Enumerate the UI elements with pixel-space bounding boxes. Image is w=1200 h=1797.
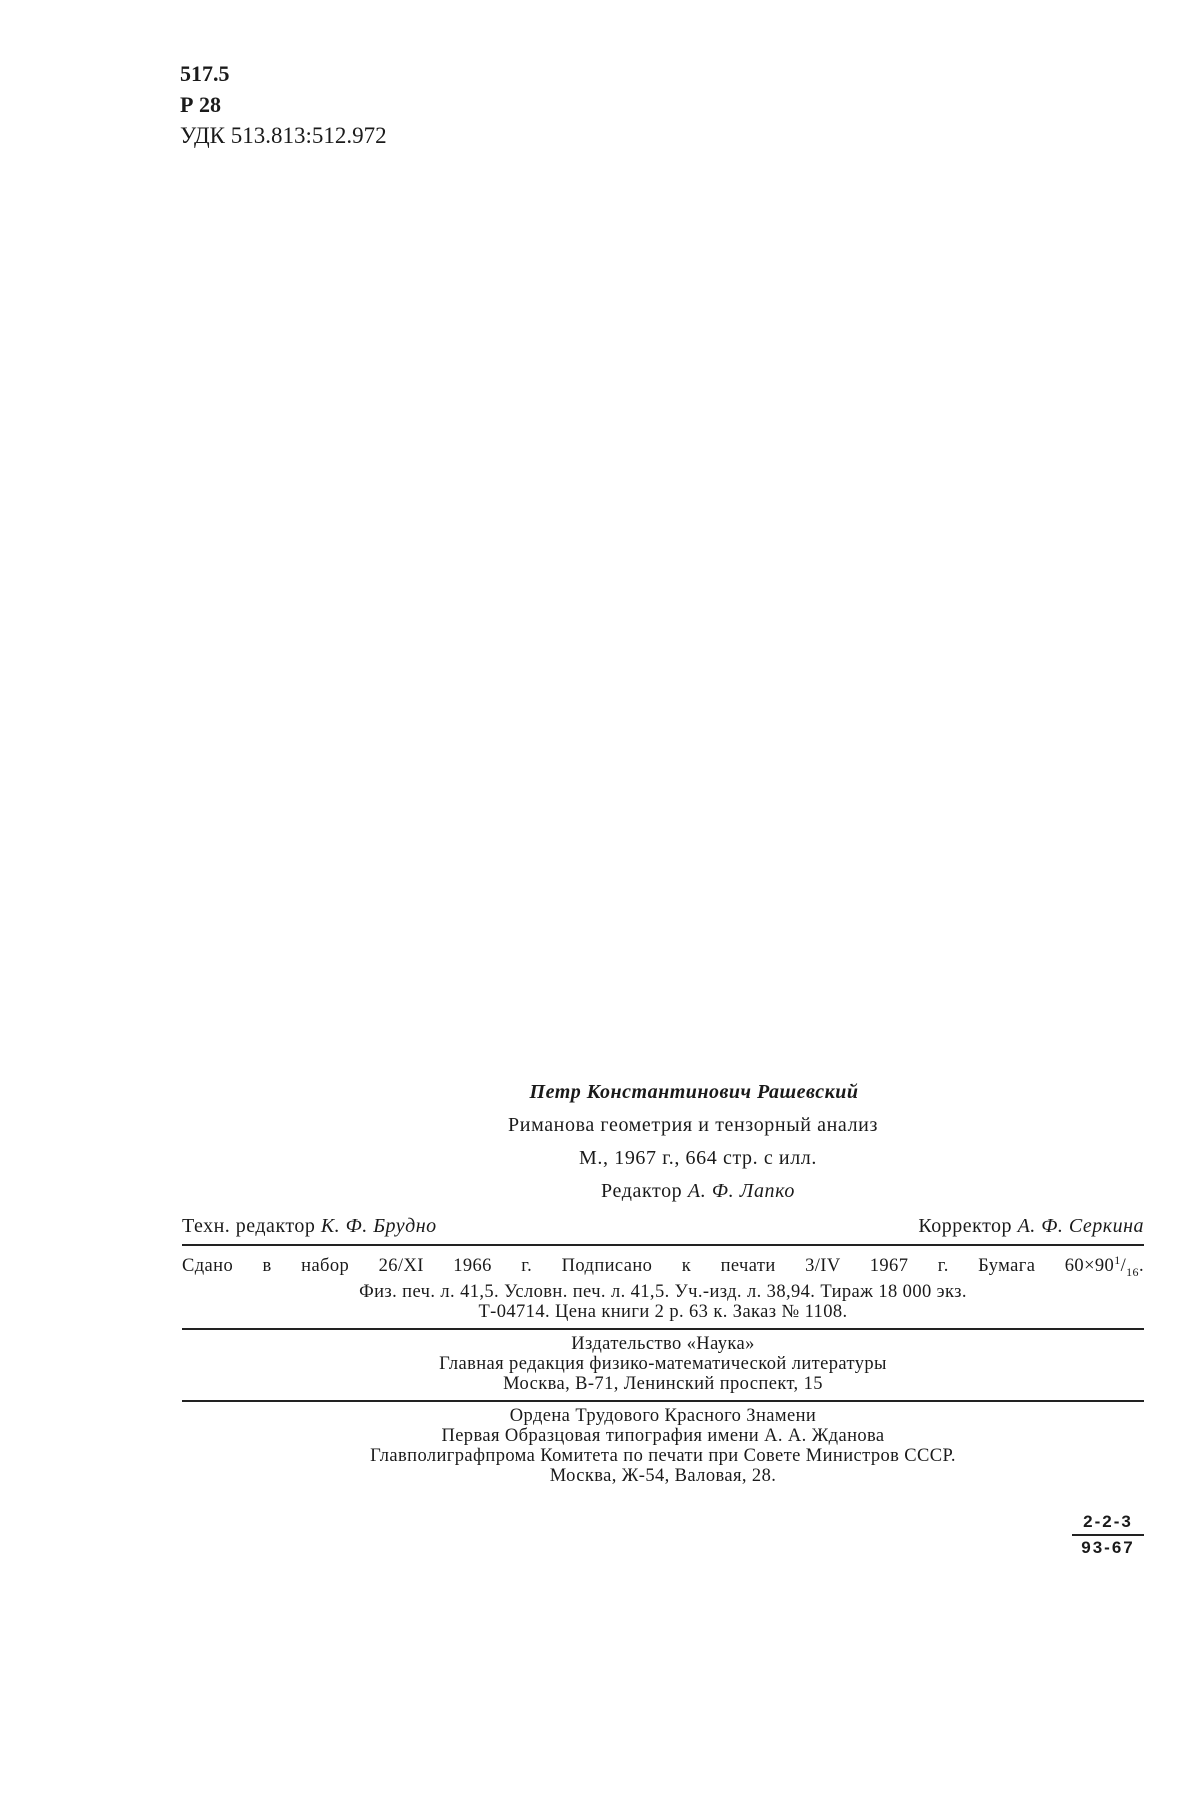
publisher-division: Главная редакция физико-математической литературы <box>439 1353 887 1374</box>
editor-name: А. Ф. Лапко <box>687 1180 795 1202</box>
print-details-line-2: Физ. печ. л. 41,5. Условн. печ. л. 41,5. Уч.-изд. л. 38,94. Тираж 18 000 экз. <box>359 1281 967 1302</box>
printer-info <box>182 1406 1144 1486</box>
tech-editor-name: К. Ф. Брудно <box>320 1215 437 1237</box>
corrector-name: А. Ф. Серкина <box>1017 1215 1144 1237</box>
editor-label: Редактор <box>601 1180 683 1202</box>
colophon <box>182 1076 1144 1486</box>
divider-rule <box>182 1244 1144 1246</box>
tech-editor-label: Техн. редактор <box>182 1215 316 1237</box>
editor-line <box>252 1175 1144 1208</box>
printer-line-4: Москва, Ж-54, Валовая, 28. <box>549 1465 777 1486</box>
class-code: 517.5 <box>180 61 230 86</box>
printer-line-2: Первая Образцовая типография имени А. А. Жданова <box>441 1425 885 1446</box>
catalog-code-denominator: 93-67 <box>1081 1538 1135 1557</box>
printer-line-1: Ордена Трудового Красного Знамени <box>509 1405 817 1426</box>
classification-codes <box>180 58 387 151</box>
publisher-info <box>182 1334 1144 1394</box>
author-code: Р 28 <box>180 92 221 117</box>
print-details-line-1: Сдано в набор 26/XI 1966 г. Подписано к печати 3/IV 1967 г. Бумага $60\times 90^1/_{16}$. <box>182 1253 1144 1279</box>
catalog-code <box>1072 1512 1144 1558</box>
catalog-code-numerator: 2-2-3 <box>1072 1512 1144 1536</box>
publisher-name: Издательство «Наука» <box>571 1333 755 1354</box>
book-title: Риманова геометрия и тензорный анализ <box>508 1114 878 1136</box>
print-details-line-3: Т-04714. Цена книги 2 р. 63 к. Заказ № 1108. <box>478 1301 848 1322</box>
publisher-address: Москва, В-71, Ленинский проспект, 15 <box>503 1373 823 1394</box>
divider-rule <box>182 1400 1144 1402</box>
corrector <box>918 1211 1144 1241</box>
udk-code: УДК 513.813:512.972 <box>180 123 387 148</box>
staff-row <box>182 1211 1144 1241</box>
printer-line-3: Главполиграфпрома Комитета по печати при Совете Министров СССР. <box>370 1445 956 1466</box>
corrector-label: Корректор <box>918 1215 1013 1237</box>
publication-info: М., 1967 г., 664 стр. с илл. <box>579 1147 817 1169</box>
book-author: Петр Константинович Рашевский <box>529 1081 859 1103</box>
tech-editor <box>182 1211 437 1241</box>
divider-rule <box>182 1328 1144 1330</box>
print-details <box>182 1250 1144 1322</box>
